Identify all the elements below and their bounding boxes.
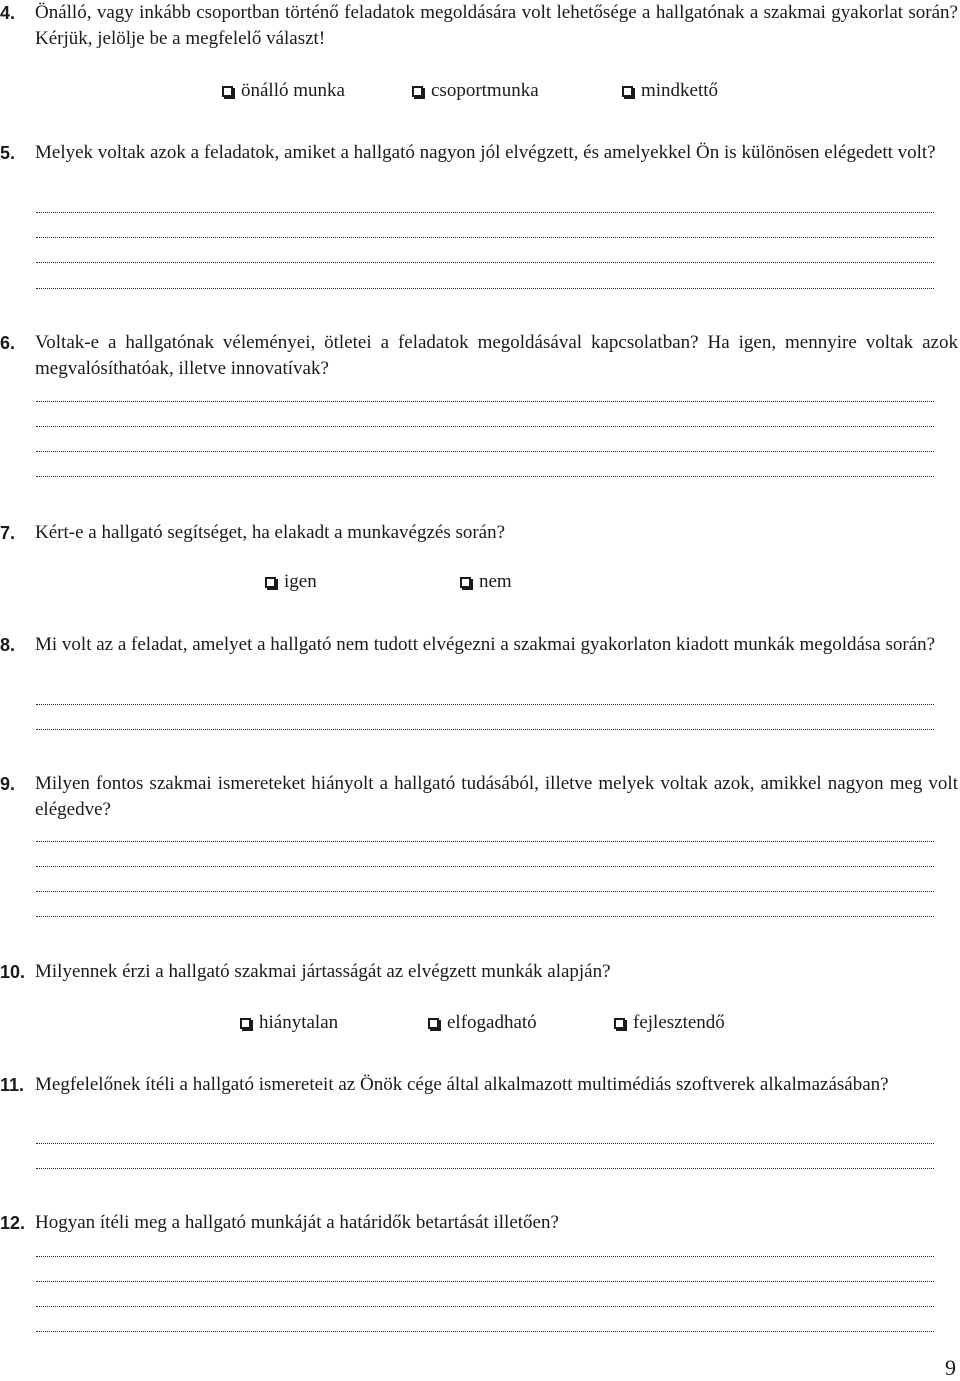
option-label: csoportmunka xyxy=(431,80,539,101)
answer-line[interactable] xyxy=(36,401,934,402)
question-11 xyxy=(0,1072,958,1098)
question-12 xyxy=(0,1210,958,1236)
question-6 xyxy=(0,330,958,382)
answer-line[interactable] xyxy=(36,451,934,452)
q7-options xyxy=(265,569,512,595)
question-text: Milyennek érzi a hallgató szakmai jártasságát az elvégzett munkák alapján? xyxy=(35,961,611,982)
answer-line[interactable] xyxy=(36,1331,934,1332)
option-elfogadhato[interactable] xyxy=(428,1010,614,1036)
question-text: Milyen fontos szakmai ismereteket hiányolt a hallgató tudásából, illetve melyek voltak azok, amikkel nagyon meg volt elégedve? xyxy=(35,773,958,820)
answer-line[interactable] xyxy=(36,866,934,867)
question-text: Melyek voltak azok a feladatok, amiket a hallgató nagyon jól elvégzett, és amelyekkel Ön is különösen elégedett volt? xyxy=(35,142,936,163)
checkbox-icon[interactable] xyxy=(412,86,423,97)
answer-line[interactable] xyxy=(36,841,934,842)
answer-line[interactable] xyxy=(36,262,934,263)
checkbox-icon[interactable] xyxy=(222,86,233,97)
checkbox-icon[interactable] xyxy=(428,1018,439,1029)
question-10 xyxy=(0,959,958,985)
option-label: fejlesztendő xyxy=(633,1012,725,1033)
answer-line[interactable] xyxy=(36,1281,934,1282)
question-number: 11. xyxy=(0,1075,25,1095)
option-onallo-munka[interactable] xyxy=(222,78,412,104)
answer-line[interactable] xyxy=(36,426,934,427)
answer-line[interactable] xyxy=(36,1256,934,1257)
question-text: Önálló, vagy inkább csoportban történő feladatok megoldására volt lehetősége a hallgatónak a szakmai gyakorlat során? Kérjük, jelölje be a megfelelő választ! xyxy=(35,2,958,49)
option-nem[interactable] xyxy=(460,569,512,595)
answer-line[interactable] xyxy=(36,476,934,477)
question-number: 12. xyxy=(0,1213,26,1233)
question-number: 10. xyxy=(0,962,26,982)
question-number: 6. xyxy=(0,333,16,353)
checkbox-icon[interactable] xyxy=(240,1018,251,1029)
option-hianytalan[interactable] xyxy=(240,1010,428,1036)
answer-line[interactable] xyxy=(36,1143,934,1144)
question-text: Kért-e a hallgató segítséget, ha elakadt a munkavégzés során? xyxy=(35,522,506,543)
question-number: 4. xyxy=(0,3,16,23)
question-4 xyxy=(0,0,958,52)
question-number: 5. xyxy=(0,143,16,163)
question-text: Megfelelőnek ítéli a hallgató ismereteit az Önök cége által alkalmazott multimédiás szoftverek alkalmazásában? xyxy=(35,1074,889,1095)
question-7 xyxy=(0,520,958,546)
q10-options xyxy=(240,1010,725,1036)
question-8 xyxy=(0,632,958,658)
question-number: 9. xyxy=(0,774,16,794)
option-mindketto[interactable] xyxy=(622,78,718,104)
option-csoportmunka[interactable] xyxy=(412,78,622,104)
answer-line[interactable] xyxy=(36,891,934,892)
answer-line[interactable] xyxy=(36,916,934,917)
answer-line[interactable] xyxy=(36,212,934,213)
option-label: elfogadható xyxy=(447,1012,537,1033)
question-9 xyxy=(0,771,958,823)
answer-line[interactable] xyxy=(36,288,934,289)
question-number: 8. xyxy=(0,635,16,655)
checkbox-icon[interactable] xyxy=(460,577,471,588)
checkbox-icon[interactable] xyxy=(265,577,276,588)
option-label: önálló munka xyxy=(241,80,345,101)
question-text: Voltak-e a hallgatónak véleményei, ötletei a feladatok megoldásával kapcsolatban? Ha igen, mennyire voltak azok megvalósíthatóak, illetve innovatívak? xyxy=(35,332,958,379)
answer-line[interactable] xyxy=(36,237,934,238)
answer-line[interactable] xyxy=(36,704,934,705)
checkbox-icon[interactable] xyxy=(614,1018,625,1029)
option-label: hiánytalan xyxy=(259,1012,339,1033)
checkbox-icon[interactable] xyxy=(622,86,633,97)
question-text: Mi volt az a feladat, amelyet a hallgató nem tudott elvégezni a szakmai gyakorlaton kiadott munkák megoldása során? xyxy=(35,634,936,655)
option-label: nem xyxy=(479,571,512,592)
option-label: igen xyxy=(284,571,317,592)
option-label: mindkettő xyxy=(641,80,719,101)
option-fejlesztendo[interactable] xyxy=(614,1010,725,1036)
answer-line[interactable] xyxy=(36,1306,934,1307)
question-text: Hogyan ítéli meg a hallgató munkáját a határidők betartását illetően? xyxy=(35,1212,559,1233)
answer-line[interactable] xyxy=(36,729,934,730)
option-igen[interactable] xyxy=(265,569,460,595)
q4-options xyxy=(222,78,718,104)
answer-line[interactable] xyxy=(36,1168,934,1169)
question-5 xyxy=(0,140,958,166)
page-number: 9 xyxy=(945,1355,956,1380)
question-number: 7. xyxy=(0,523,16,543)
